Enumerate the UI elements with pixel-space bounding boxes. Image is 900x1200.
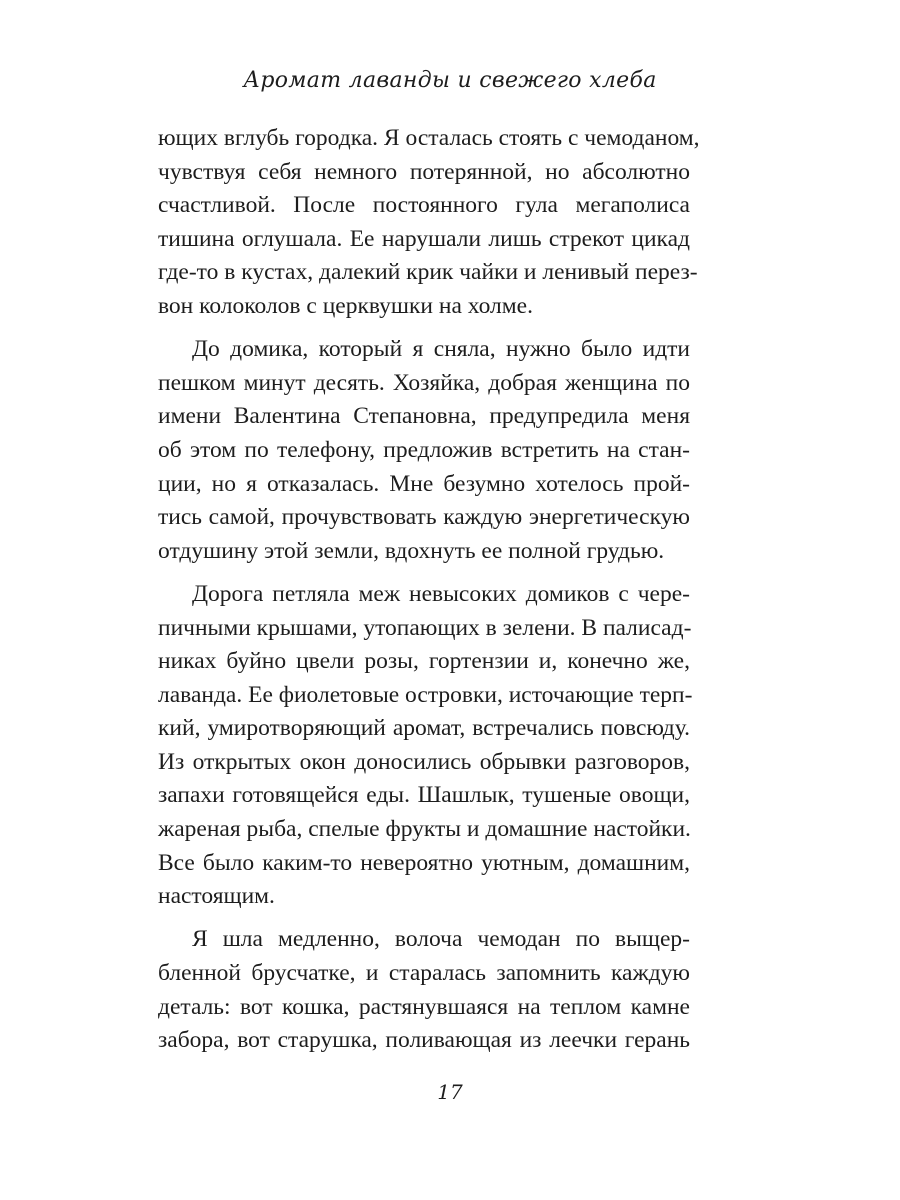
text-line: настоящим. <box>158 883 275 910</box>
text-line: где-то в кустах, далекий крик чайки и ленивый перез- <box>158 259 698 286</box>
text-line: Дорога петляла меж невысоких домиков с чере- <box>192 580 690 607</box>
text-line: пешком минут десять. Хозяйка, добрая женщина по <box>158 369 690 396</box>
text-line: бленной брусчатке, и старалась запомнить каждую <box>158 960 690 987</box>
paragraph-1 <box>158 122 700 324</box>
text-line: никах буйно цвели розы, гортензии и, конечно же, <box>158 648 690 675</box>
text-line: деталь: вот кошка, растянувшаяся на теплом камне <box>158 993 690 1020</box>
text-line: ции, но я отказалась. Мне безумно хотелось прой- <box>158 470 690 497</box>
text-line: Из открытых окон доносились обрывки разговоров, <box>158 748 690 775</box>
text-line: отдушину этой земли, вдохнуть ее полной грудью. <box>158 537 665 564</box>
text-line: имени Валентина Степановна, предупредила меня <box>158 403 690 430</box>
text-line: вон колоколов с церквушки на холме. <box>158 292 533 319</box>
text-line: тишина оглушала. Ее нарушали лишь стрекот цикад <box>158 225 690 252</box>
paragraph-4 <box>158 923 690 1057</box>
text-line: запахи готовящейся еды. Шашлык, тушеные овощи, <box>158 782 690 809</box>
text-line: лаванда. Ее фиолетовые островки, источающие терп- <box>158 681 693 708</box>
page-number: 17 <box>437 1080 463 1104</box>
text-line: счастливой. После постоянного гула мегаполиса <box>158 192 690 219</box>
text-line: ющих вглубь городка. Я осталась стоять с чемоданом, <box>158 125 700 151</box>
body-text <box>158 122 700 1067</box>
paragraph-2 <box>158 333 690 568</box>
text-line: забора, вот старушка, поливающая из леечки герань <box>158 1027 690 1054</box>
text-line: Все было каким-то невероятно уютным, домашним, <box>158 849 690 876</box>
text-line: кий, умиротворяющий аромат, встречались повсюду. <box>158 715 690 742</box>
text-line: пичными крышами, утопающих в зелени. В палисад- <box>158 614 692 641</box>
text-line: чувствуя себя немного потерянной, но абсолютно <box>158 158 690 185</box>
text-line: жареная рыба, спелые фрукты и домашние настойки. <box>158 816 691 843</box>
text-line: До домика, который я сняла, нужно было идти <box>192 336 690 363</box>
text-line: тись самой, прочувствовать каждую энергетическую <box>158 504 690 531</box>
text-line: Я шла медленно, волоча чемодан по выщер- <box>192 926 690 953</box>
paragraph-3 <box>158 578 693 914</box>
running-head: Аромат лаванды и свежего хлеба <box>243 68 657 93</box>
text-line: об этом по телефону, предложив встретить на стан- <box>158 436 690 463</box>
